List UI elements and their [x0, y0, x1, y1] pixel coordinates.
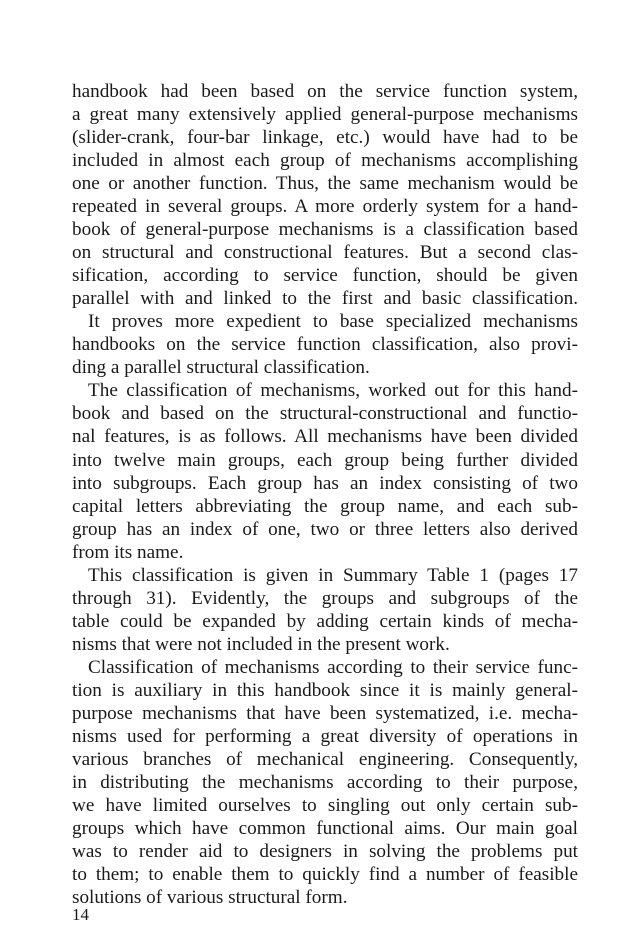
text-line: group has an index of one, two or three letters also derived	[72, 518, 578, 540]
text-line: nal features, is as follows. All mechanisms have been divided	[72, 426, 578, 448]
text-line: on structural and constructional features. But a second clas-	[72, 242, 578, 264]
text-line: repeated in several groups. A more orderly system for a hand-	[72, 196, 578, 218]
text-line: into subgroups. Each group has an index consisting of two	[72, 472, 578, 494]
text-line: parallel with and linked to the first and basic classification.	[72, 288, 578, 310]
text-line: nisms used for performing a great diversity of operations in	[72, 725, 578, 747]
text-line: in distributing the mechanisms according to their purpose,	[72, 771, 578, 793]
text-line: various branches of mechanical engineering. Consequently,	[72, 748, 578, 770]
text-line: handbooks on the service function classification, also provi-	[72, 334, 578, 356]
text-line: from its name.	[72, 541, 184, 563]
text-line: ding a parallel structural classification.	[72, 357, 370, 379]
text-line: through 31). Evidently, the groups and subgroups of the	[72, 587, 578, 609]
text-line: capital letters abbreviating the group name, and each sub-	[72, 495, 578, 517]
text-line: one or another function. Thus, the same mechanism would be	[72, 173, 578, 195]
text-line: table could be expanded by adding certain kinds of mecha-	[72, 610, 578, 632]
text-line: a great many extensively applied general-purpose mechanisms	[72, 104, 578, 126]
text-line: to them; to enable them to quickly find a number of feasible	[72, 864, 578, 886]
text-line: It proves more expedient to base specialized mechanisms	[88, 311, 578, 333]
text-line: we have limited ourselves to singling out only certain sub-	[72, 794, 578, 816]
text-line: sification, according to service function, should be given	[72, 265, 578, 287]
text-line: purpose mechanisms that have been systematized, i.e. mecha-	[72, 702, 578, 724]
body-text	[72, 80, 578, 909]
text-line: The classification of mechanisms, worked out for this hand-	[88, 380, 578, 402]
text-line: book and based on the structural-constructional and functio-	[72, 403, 578, 425]
text-line: book of general-purpose mechanisms is a classification based	[72, 219, 578, 241]
text-line: (slider-crank, four-bar linkage, etc.) would have had to be	[72, 127, 578, 149]
text-line: handbook had been based on the service function system,	[72, 81, 578, 102]
text-line: Classification of mechanisms according to their service func-	[88, 656, 578, 678]
text-line: into twelve main groups, each group being further divided	[72, 449, 578, 471]
text-line: solutions of various structural form.	[72, 887, 348, 909]
text-line: nisms that were not included in the present work.	[72, 633, 450, 655]
text-line: tion is auxiliary in this handbook since it is mainly general-	[72, 679, 578, 701]
text-line: groups which have common functional aims. Our main goal	[72, 818, 578, 839]
text-line: included in almost each group of mechanisms accomplishing	[72, 150, 578, 172]
page-number: 14	[72, 905, 89, 924]
text-line: This classification is given in Summary Table 1 (pages 17	[88, 564, 578, 586]
text-line: was to render aid to designers in solving the problems put	[72, 841, 578, 863]
